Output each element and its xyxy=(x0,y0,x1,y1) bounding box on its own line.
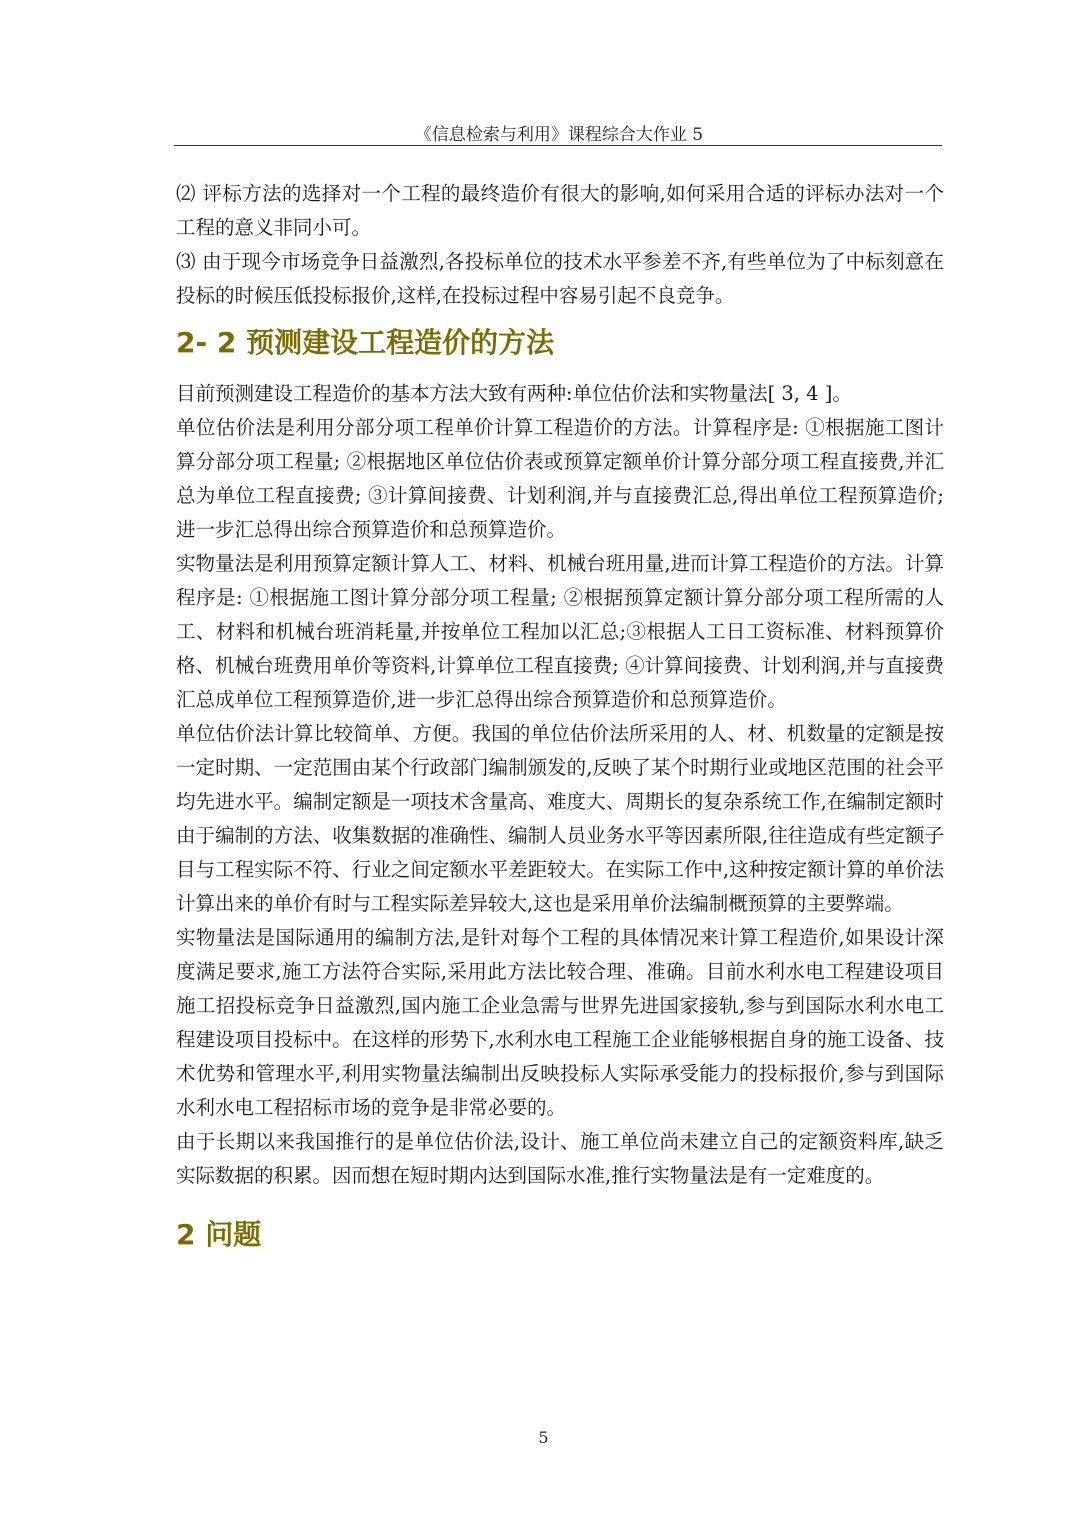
paragraph: 实物量法是利用预算定额计算人工、材料、机械台班用量,进而计算工程造价的方法。计算程序是: ①根据施工图计算分部分项工程量; ②根据预算定额计算分部分项工程所需的人工、材料和机械台班消耗量,并按单位工程加以汇总;③根据人工日工资标准、材料预算价格、机械台班费用单价等资料,计算单位工程直接费; ④计算间接费、计划利润,并与直接费汇总成单位工程预算造价,进一步汇总得出综合预算造价和总预算造价。 xyxy=(176,552,944,711)
page-content xyxy=(176,177,944,1269)
page-number: 5 xyxy=(538,1428,549,1447)
paragraph: ⑶ 由于现今市场竞争日益激烈,各投标单位的技术水平参差不齐,有些单位为了中标刻意在投标的时候压低投标报价,这样,在投标过程中容易引起不良竞争。 xyxy=(176,250,944,307)
paragraph: 单位估价法是利用分部分项工程单价计算工程造价的方法。计算程序是: ①根据施工图计算分部分项工程量; ②根据地区单位估价表或预算定额单价计算分部分项工程直接费,并汇总为单位工程直接费; ③计算间接费、计划利润,并与直接费汇总,得出单位工程预算造价;进一步汇总得出综合预算造价和总预算造价。 xyxy=(176,416,944,541)
page-header: 《信息检索与利用》课程综合大作业 5 xyxy=(414,125,704,145)
header-rule xyxy=(174,145,942,146)
section-heading: 2 问题 xyxy=(176,1218,262,1251)
section-heading: 2- 2 预测建设工程造价的方法 xyxy=(176,326,555,359)
paragraph: 目前预测建设工程造价的基本方法大致有两种:单位估价法和实物量法[ 3, 4 ]。 xyxy=(176,382,852,405)
paragraph: 单位估价法计算比较简单、方便。我国的单位估价法所采用的人、材、机数量的定额是按一定时期、一定范围由某个行政部门编制颁发的,反映了某个时期行业或地区范围的社会平均先进水平。编制定额是一项技术含量高、难度大、周期长的复杂系统工作,在编制定额时由于编制的方法、收集数据的准确性、编制人员业务水平等因素所限,往往造成有些定额子目与工程实际不符、行业之间定额水平差距较大。在实际工作中,这种按定额计算的单价法计算出来的单价有时与工程实际差异较大,这也是采用单价法编制概预算的主要弊端。 xyxy=(176,722,944,915)
paragraph: 实物量法是国际通用的编制方法,是针对每个工程的具体情况来计算工程造价,如果设计深度满足要求,施工方法符合实际,采用此方法比较合理、准确。目前水利水电工程建设项目施工招投标竞争日益激烈,国内施工企业急需与世界先进国家接轨,参与到国际水利水电工程建设项目投标中。在这样的形势下,水利水电工程施工企业能够根据自身的施工设备、技术优势和管理水平,利用实物量法编制出反映投标人实际承受能力的投标报价,参与到国际水利水电工程招标市场的竞争是非常必要的。 xyxy=(176,926,944,1119)
paragraph: 由于长期以来我国推行的是单位估价法,设计、施工单位尚未建立自己的定额资料库,缺乏实际数据的积累。因而想在短时期内达到国际水准,推行实物量法是有一定难度的。 xyxy=(176,1130,944,1187)
paragraph: ⑵ 评标方法的选择对一个工程的最终造价有很大的影响,如何采用合适的评标办法对一个工程的意义非同小可。 xyxy=(176,182,944,239)
